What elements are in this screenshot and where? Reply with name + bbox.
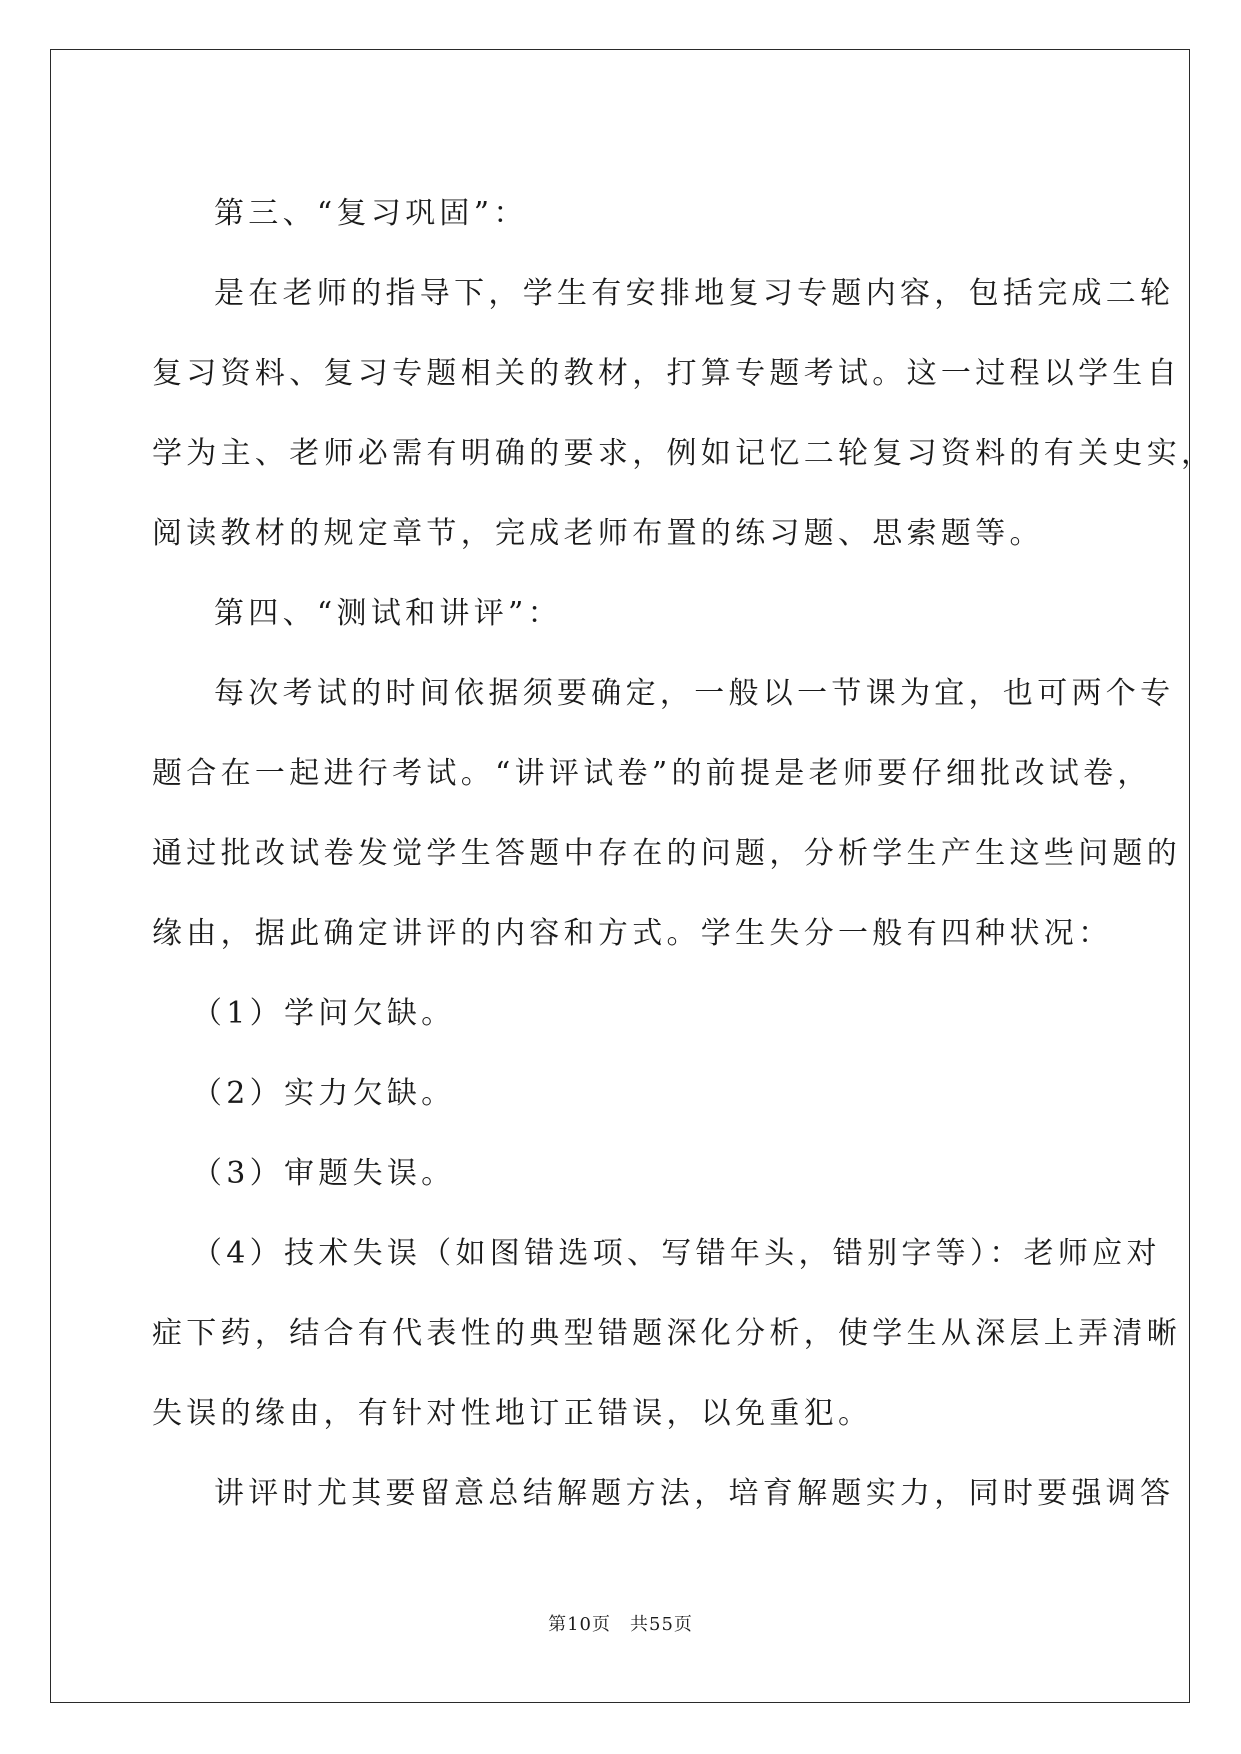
paragraph-line: 症下药，结合有代表性的典型错题深化分析，使学生从深层上弄清晰 — [152, 1316, 1181, 1351]
list-item-4: （4）技术失误（如图错选项、写错年头，错别字等）：老师应对 — [192, 1236, 1161, 1271]
list-item-2: （2）实力欠缺。 — [192, 1076, 456, 1111]
list-item-1: （1）学问欠缺。 — [192, 996, 456, 1031]
heading-test-review: 第四、“测试和讲评”： — [214, 596, 562, 631]
paragraph-line: 阅读教材的规定章节，完成老师布置的练习题、思索题等。 — [152, 516, 1044, 551]
paragraph-line: 题合在一起进行考试。“讲评试卷”的前提是老师要仔细批改试卷， — [152, 756, 1152, 791]
paragraph-line: 讲评时尤其要留意总结解题方法，培育解题实力，同时要强调答 — [214, 1476, 1175, 1511]
page-number-footer: 第10页 共55页 — [548, 1614, 693, 1635]
paragraph-line: 通过批改试卷发觉学生答题中存在的问题，分析学生产生这些问题的 — [152, 836, 1181, 871]
paragraph-line: 学为主、老师必需有明确的要求，例如记忆二轮复习资料的有关史实， — [152, 436, 1216, 471]
paragraph-line: 是在老师的指导下，学生有安排地复习专题内容，包括完成二轮 — [214, 276, 1175, 311]
paragraph-line: 缘由，据此确定讲评的内容和方式。学生失分一般有四种状况： — [152, 916, 1113, 951]
heading-review-consolidate: 第三、“复习巩固”： — [214, 196, 528, 231]
paragraph-line: 复习资料、复习专题相关的教材，打算专题考试。这一过程以学生自 — [152, 356, 1181, 391]
paragraph-line: 失误的缘由，有针对性地订正错误，以免重犯。 — [152, 1396, 873, 1431]
paragraph-line: 每次考试的时间依据须要确定，一般以一节课为宜，也可两个专 — [214, 676, 1175, 711]
list-item-3: （3）审题失误。 — [192, 1156, 456, 1191]
